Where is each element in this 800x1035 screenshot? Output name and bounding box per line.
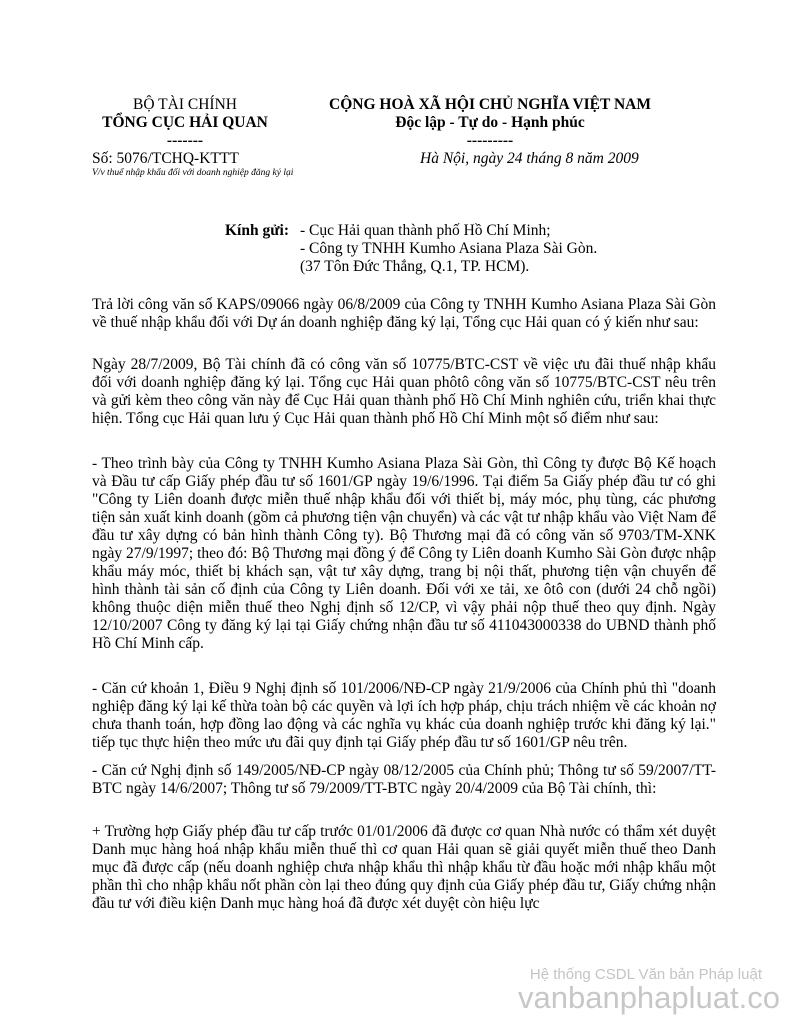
watermark-site: vanbanphapluat.co: [517, 980, 780, 1015]
body-paragraph: + Trường hợp Giấy phép đầu tư cấp trước 01/01/2006 đã được cơ quan Nhà nước có thẩm xét duyệt Danh mục hàng hoá nhập khẩu miễn thuế thì cơ quan Hải quan sẽ giải quyết miễn thuế theo Danh mục đã được cấp (nếu doanh nghiệp chưa nhập khẩu thì nhập khẩu từ đầu hoặc mới nhập khẩu một phần thì cho nhập khẩu nốt phần còn lại theo đúng quy định của Giấy phép đầu tư, Giấy chứng nhận đầu tư với điều kiện Danh mục hàng hoá đã được xét duyệt còn hiệu lực: [92, 823, 716, 912]
body-paragraph: - Theo trình bày của Công ty TNHH Kumho Asiana Plaza Sài Gòn, thì Công ty được Bộ Kế hoạch và Đầu tư cấp Giấy phép đầu tư số 1601/GP ngày 19/6/1996. Tại điểm 5a Giấy phép đầu tư có ghi "Công ty Liên doanh được miễn thuế nhập khẩu đối với thiết bị, máy móc, phụ tùng, các phương tiện sản xuất kinh doanh (gồm cả phương tiện vận chuyển) và các vật tư nhập khẩu vào Việt Nam để đầu tư xây dựng có bản hình thành Công ty). Bộ Thương mại đã có công văn số 9703/TM-XNK ngày 27/9/1997; theo đó: Bộ Thương mại đồng ý để Công ty Liên doanh Kumho Sài Gòn được nhập khẩu máy móc, thiết bị khách sạn, vật tư xây dựng, trang bị nội thất, phương tiện vận chuyển để hình thành tài sản cố định của Công ty Liên doanh. Đối với xe tải, xe ôtô con (dưới 24 chỗ ngồi) không thuộc diện miễn thuế theo Nghị định số 12/CP, vì vậy phải nộp thuế theo quy định. Ngày 12/10/2007 Công ty đăng ký lại tại Giấy chứng nhận đầu tư số 411043000338 do UBND thành phố Hồ Chí Minh cấp.: [92, 455, 716, 652]
body-paragraph: - Căn cứ khoản 1, Điều 9 Nghị định số 101/2006/NĐ-CP ngày 21/9/2006 của Chính phủ thì "doanh nghiệp đăng ký lại kế thừa toàn bộ các quyền và lợi ích hợp pháp, chịu trách nhiệm về các khoản nợ chưa thanh toán, hợp đồng lao động và các nghĩa vụ khác của doanh nghiệp trước khi đăng ký lại." tiếp tục thực hiện theo mức ưu đãi quy định tại Giấy phép đầu tư số 1601/GP nêu trên.: [92, 680, 716, 751]
document-subject: V/v thuế nhập khẩu đối với doanh nghiệp đăng ký lại: [92, 168, 294, 178]
recipient-line: - Công ty TNHH Kumho Asiana Plaza Sài Gòn.: [300, 240, 598, 257]
watermark-caption: Hệ thống CSDL Văn bản Pháp luật: [529, 966, 762, 983]
document-date: Hà Nội, ngày 24 tháng 8 năm 2009: [420, 150, 639, 167]
recipients-label: Kính gửi:: [225, 222, 289, 239]
left-divider: -------: [166, 132, 204, 149]
body-paragraph: - Căn cứ Nghị định số 149/2005/NĐ-CP ngày 08/12/2005 của Chính phủ; Thông tư số 59/2007/TT-BTC ngày 14/6/2007; Thông tư số 79/2009/TT-BTC ngày 20/4/2009 của Bộ Tài chính, thì:: [92, 762, 716, 797]
body-paragraph: Ngày 28/7/2009, Bộ Tài chính đã có công văn số 10775/BTC-CST về việc ưu đãi thuế nhập khẩu đối với doanh nghiệp đăng ký lại. Tổng cục Hải quan phôtô công văn số 10775/BTC-CST nêu trên và gửi kèm theo công văn này để Cục Hải quan thành phố Hồ Chí Minh nghiên cứu, triển khai thực hiện. Tổng cục Hải quan lưu ý Cục Hải quan thành phố Hồ Chí Minh một số điểm như sau:: [92, 356, 716, 427]
issuer-block: [60, 96, 310, 150]
right-divider: ---------: [466, 132, 514, 149]
department-name: TỔNG CỤC HẢI QUAN: [102, 114, 268, 131]
recipient-line: - Cục Hải quan thành phố Hồ Chí Minh;: [300, 222, 551, 239]
body-paragraph: Trả lời công văn số KAPS/09066 ngày 06/8/2009 của Công ty TNHH Kumho Asiana Plaza Sài Gòn về thuế nhập khẩu đối với Dự án doanh nghiệp đăng ký lại, Tổng cục Hải quan có ý kiến như sau:: [92, 296, 716, 331]
national-header: [290, 96, 690, 150]
recipient-line: (37 Tôn Đức Thắng, Q.1, TP. HCM).: [300, 258, 530, 275]
ministry-name: BỘ TÀI CHÍNH: [133, 96, 237, 113]
document-number: Số: 5076/TCHQ-KTTT: [92, 150, 239, 167]
national-motto: Độc lập - Tự do - Hạnh phúc: [395, 114, 585, 131]
country-name: CỘNG HOÀ XÃ HỘI CHỦ NGHĨA VIỆT NAM: [329, 96, 651, 113]
